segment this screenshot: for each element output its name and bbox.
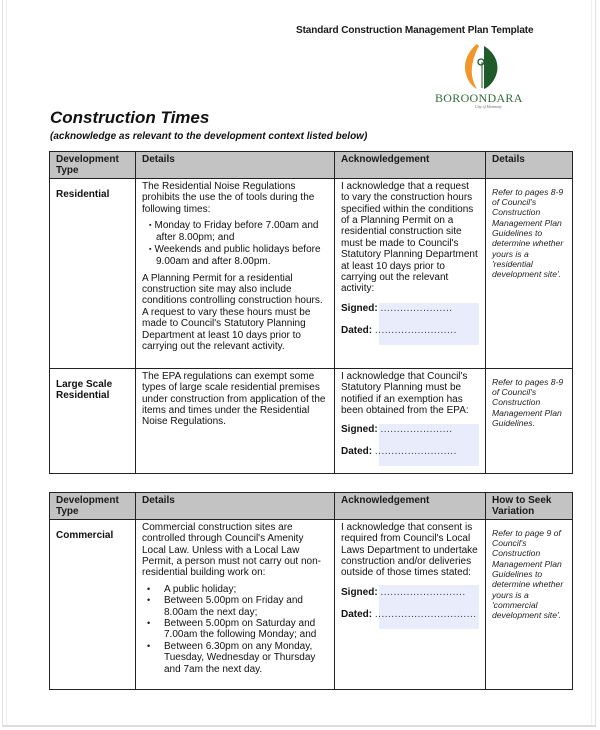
construction-times-table-commercial <box>49 492 573 690</box>
dated-input[interactable]: ......................... <box>374 446 457 458</box>
dated-field[interactable] <box>341 607 479 623</box>
details-cell <box>136 368 335 473</box>
dated-label: Dated: <box>341 324 373 336</box>
table-row <box>50 519 573 689</box>
details-cell <box>136 178 335 368</box>
logo-wordmark: BOROONDARA <box>435 91 523 105</box>
header-acknowledgement: Acknowledgement <box>335 493 486 520</box>
list-item: • Between 6.30pm on any Monday, Tuesday, Wednesday or Thursday and 7am the next day. <box>142 641 328 675</box>
construction-times-table-residential <box>49 151 573 474</box>
document-header: Standard Construction Management Plan Template <box>296 25 534 36</box>
logo-emblem-icon <box>457 42 507 90</box>
header-acknowledgement: Acknowledgement <box>335 152 486 179</box>
acknowledgement-cell <box>335 368 486 473</box>
table-row <box>50 178 573 368</box>
details-cell <box>136 519 335 689</box>
dated-input[interactable]: ......................... <box>374 324 457 336</box>
dated-input[interactable]: ............................... <box>374 608 477 620</box>
header-development-type: Development Type <box>50 152 136 179</box>
header-how-to-seek-variation: How to Seek Variation <box>486 493 573 520</box>
details-intro: The Residential Noise Regulations prohibits the use the of tools during the following times: <box>142 180 315 215</box>
acknowledgement-text: I acknowledge that Council's Statutory Planning must be notified if an exemption has been obtained from the EPA: <box>341 370 469 417</box>
table-header-row <box>50 493 573 520</box>
development-type-cell: Residential <box>50 178 136 368</box>
dated-field[interactable] <box>341 444 479 460</box>
details-intro: Commercial construction sites are controlled through Council's Amenity Local Law. Unless with a Local Law Permit, a person must not carry out non-residential building work on: <box>142 521 321 579</box>
dated-field[interactable] <box>341 323 479 339</box>
signed-input[interactable]: .......................... <box>380 586 466 598</box>
boroondara-logo <box>435 42 545 108</box>
signed-label: Signed: <box>341 586 378 598</box>
header-details: Details <box>136 152 335 179</box>
details-intro: The EPA regulations can exempt some types of large scale residential premises under construction from application of the items and times under the Residential Noise Regulations. <box>142 370 326 428</box>
details-bullet-list <box>142 584 328 675</box>
header-details-ref: Details <box>486 152 573 179</box>
signature-block <box>341 422 479 460</box>
signed-field[interactable] <box>341 422 479 438</box>
development-type-cell: Commercial <box>50 519 136 689</box>
table-row <box>50 368 573 473</box>
reference-cell: Refer to pages 8-9 of Council's Construction Management Plan Guidelines to determine whether yours is a 'residential development site'. <box>486 178 573 368</box>
details-outro: A Planning Permit for a residential construction site may also include conditions controlling construction hours. A request to vary these hours must be made to Council's Statutory Planning Department at least 10 days prior to carrying out the relevant activity. <box>142 272 323 353</box>
header-development-type: Development Type <box>50 493 136 520</box>
logo-tagline: City of Harmony <box>475 104 502 109</box>
acknowledgement-text: I acknowledge that consent is required from Council's Local Laws Department to undertake construction and/or deliveries outside of those times stated: <box>341 521 478 579</box>
header-details: Details <box>136 493 335 520</box>
signed-field[interactable] <box>341 301 479 317</box>
list-item: • A public holiday; <box>142 584 328 595</box>
acknowledgement-cell <box>335 178 486 368</box>
table-header-row <box>50 152 573 179</box>
signed-input[interactable]: ...................... <box>380 302 453 314</box>
signature-block <box>341 301 479 339</box>
acknowledgement-cell <box>335 519 486 689</box>
details-bullet-list <box>142 220 328 268</box>
list-item: • Between 5.00pm on Saturday and 7.00am the following Monday; and <box>142 618 328 641</box>
section-title: Construction Times <box>50 108 210 127</box>
signed-label: Signed: <box>341 424 378 436</box>
list-item: ▪ Monday to Friday before 7.00am and after 8.00pm; and <box>148 220 328 244</box>
signed-input[interactable]: ...................... <box>380 424 453 436</box>
development-type-cell: Large Scale Residential <box>50 368 136 473</box>
signed-label: Signed: <box>341 302 378 314</box>
section-subtitle: (acknowledge as relevant to the development context listed below) <box>50 131 368 142</box>
dated-label: Dated: <box>341 608 373 620</box>
acknowledgement-text: I acknowledge that a request to vary the construction hours specified within the conditions of a Planning Permit on a residential construction site must be made to Council's Statutory Planning Department at least 10 days prior to carrying out the relevant activity: <box>341 180 478 295</box>
signed-field[interactable] <box>341 585 479 601</box>
reference-cell: Refer to pages 8-9 of Council's Construction Management Plan Guidelines. <box>486 368 573 473</box>
signature-block <box>341 585 479 623</box>
list-item: • Between 5.00pm on Friday and 8.00am the next day; <box>142 595 328 618</box>
reference-cell: Refer to page 9 of Council's Construction Management Plan Guidelines to determine whether yours is a 'commercial development site'. <box>486 519 573 689</box>
list-item: ▪ Weekends and public holidays before 9.00am and after 8.00pm. <box>148 244 328 268</box>
dated-label: Dated: <box>341 446 373 458</box>
